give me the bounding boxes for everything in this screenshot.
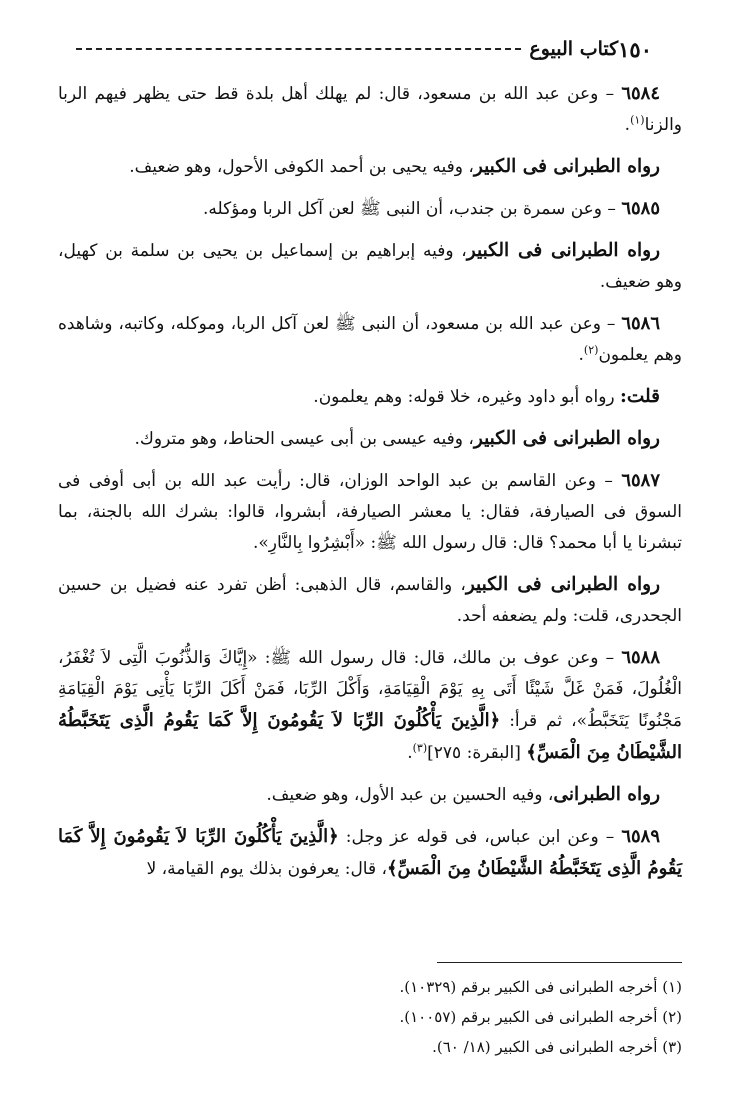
hadith-6589: [58, 821, 682, 885]
quran-verse: ﴿الَّذِينَ يَأْكُلُونَ الرِّبَا لاَ يَقُومُونَ إِلاَّ كَمَا يَقُومُ الَّذِى يَتَخَبَّطُهُ الشَّيْطَانُ مِنَ الْمَسِّ﴾: [58, 710, 682, 763]
takhrij-6588: [58, 779, 682, 811]
takhrij-text: ، وفيه الحسين بن عبد الأول، وهو ضعيف.: [266, 785, 554, 805]
chapter-title: كتاب البيوع: [529, 38, 619, 60]
note-head: قلت:: [620, 386, 660, 407]
hadith-text: – وعن سمرة بن جندب، أن النبى ﷺ لعن آكل الربا ومؤكله.: [202, 199, 622, 219]
hadith-text: – وعن عبد الله بن مسعود، أن النبى ﷺ لعن آكل الربا، وموكله، وكاتبه، وشاهده وهم يعلمون: [58, 314, 682, 365]
hadith-text: – وعن القاسم بن عبد الواحد الوزان، قال: رأيت عبد الله بن أبى أوفى فى السوق فى الصيارفة، فقال: يا معشر الصيارفة، أبشروا، قالوا: بشرك الله بالجنة، بما تبشرنا يا أبا محمد؟ قال: قال رسول الله ﷺ: «أَبْشِرُوا بِالنَّارِ».: [58, 471, 682, 553]
hadith-6587: [58, 465, 682, 559]
hadith-number: ٦٥٨٦: [621, 313, 660, 334]
hadith-number: ٦٥٨٨: [621, 647, 660, 668]
hadith-text: – وعن عبد الله بن مسعود، قال: لم يهلك أهل بلدة قط حتى يظهر فيهم الربا والزنا: [58, 84, 682, 135]
hadith-number: ٦٥٨٥: [621, 198, 660, 219]
note-6586: [58, 381, 682, 413]
footnotes: [200, 972, 682, 1062]
hadith-continuation: ، قال: يعرفون بذلك يوم القيامة، لا: [146, 859, 387, 879]
hadith-6584: [58, 78, 682, 141]
hadith-number: ٦٥٨٩: [621, 826, 660, 847]
takhrij-head: رواه الطبرانى: [553, 784, 660, 805]
hadith-number: ٦٥٨٤: [621, 83, 660, 104]
page-number: ١٥٠: [618, 36, 652, 62]
takhrij-6584: [58, 151, 682, 183]
hadith-text: – وعن ابن عباس، فى قوله عز وجل:: [338, 827, 622, 847]
footnote-ref: (١): [630, 113, 645, 127]
takhrij-6585: [58, 235, 682, 298]
takhrij-head: رواه الطبرانى فى الكبير: [465, 574, 660, 595]
sentence-end: .: [624, 115, 631, 135]
takhrij-text: ، وفيه يحيى بن أحمد الكوفى الأحول، وهو ضعيف.: [129, 157, 474, 177]
takhrij-head: رواه الطبرانى فى الكبير: [473, 428, 660, 449]
takhrij-head: رواه الطبرانى فى الكبير: [473, 156, 660, 177]
header-divider: [76, 48, 521, 50]
verse-citation: [البقرة: ٢٧٥]: [427, 743, 527, 763]
takhrij-text: ، والقاسم، قال الذهبى: أظن تفرد عنه فضيل بن حسين الجحدرى، قلت: ولم يضعفه أحد.: [58, 575, 682, 626]
takhrij-6586: [58, 423, 682, 455]
footnote-ref: (٣): [412, 741, 428, 755]
footnote-1: (١) أخرجه الطبرانى فى الكبير برقم (١٠٣٢٩).: [399, 978, 682, 996]
hadith-6585: [58, 193, 682, 225]
sentence-end: .: [578, 345, 584, 365]
takhrij-6587: [58, 569, 682, 632]
quran-verse: ﴿الَّذِينَ يَأْكُلُونَ الرِّبَا لاَ يَقُومُونَ إِلاَّ كَمَا يَقُومُ الَّذِى يَتَخَبَّطُهُ الشَّيْطَانُ مِنَ الْمَسِّ﴾: [58, 826, 682, 879]
page-header: [68, 34, 652, 64]
note-text: رواه أبو داود وغيره، خلا قوله: وهم يعلمون.: [313, 387, 621, 407]
footnote-3: (٣) أخرجه الطبرانى فى الكبير (١٨/ ٦٠).: [432, 1038, 682, 1056]
hadith-6586: [58, 308, 682, 371]
takhrij-text: ، وفيه إبراهيم بن إسماعيل بن يحيى بن سلمة بن كهيل، وهو ضعيف.: [58, 241, 682, 292]
page-body: [58, 78, 682, 895]
hadith-number: ٦٥٨٧: [621, 470, 660, 491]
footnote-ref: (٢): [583, 343, 599, 357]
hadith-6588: [58, 642, 682, 769]
takhrij-text: ، وفيه عيسى بن أبى عيسى الحناط، وهو متروك.: [134, 429, 474, 449]
footnote-separator: [437, 962, 682, 963]
footnote-2: (٢) أخرجه الطبرانى فى الكبير برقم (١٠٠٥٧).: [399, 1008, 682, 1026]
takhrij-head: رواه الطبرانى فى الكبير: [466, 240, 660, 261]
sentence-end: .: [407, 743, 413, 763]
hadith-text: – وعن عوف بن مالك، قال: قال رسول الله ﷺ: «إِيَّاكَ وَالذُّنُوبَ الَّتِى لاَ تُغْفَرُ، الْغُلُولَ، فَمَنْ غَلَّ شَيْئًا أَتَى بِهِ يَوْمَ الْقِيَامَةِ، وَأَكْلَ الرِّبَا، فَمَنْ أَكَلَ الرِّبَا يَأْتِى يَوْمَ الْقِيَامَةِ مَجْنُونًا يَتَخَبَّطُ»، ثم قرأ:: [58, 648, 682, 731]
